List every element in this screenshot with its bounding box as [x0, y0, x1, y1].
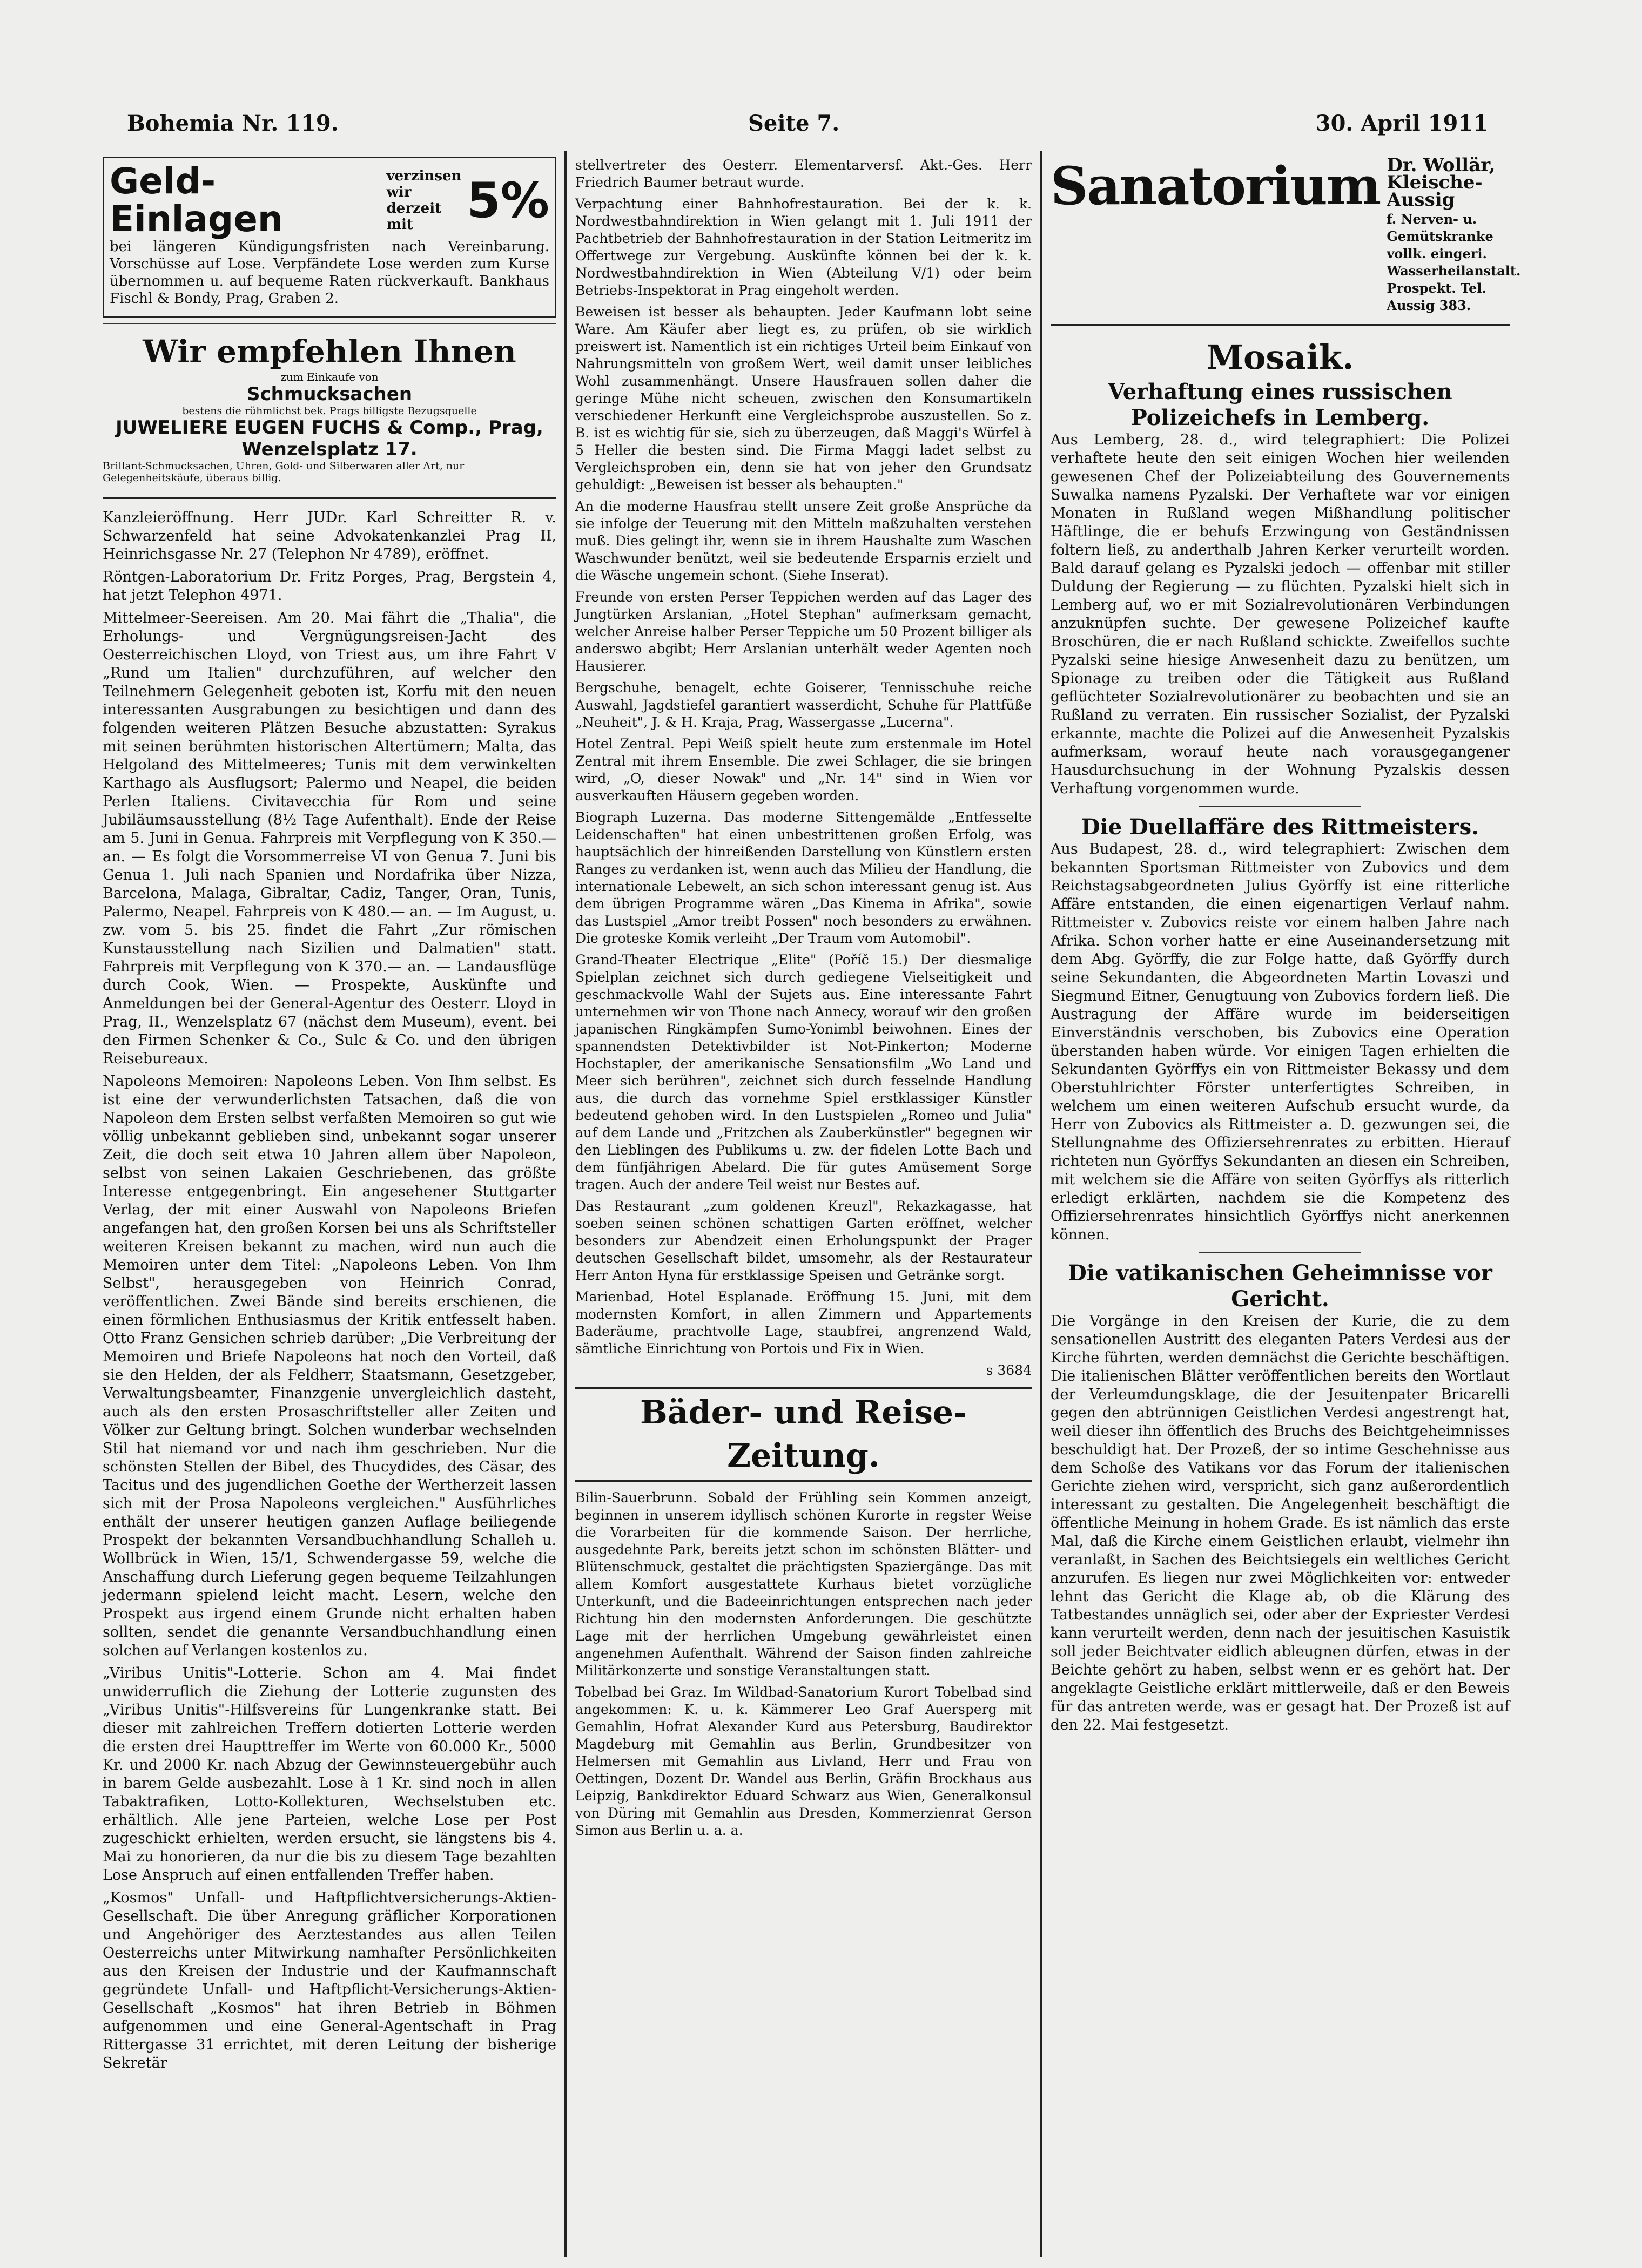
section-heading: Mosaik.: [1206, 338, 1354, 377]
notice-paragraph: Bergschuhe, benagelt, echte Goiserer, Tennisschuhe reiche Auswahl, Jagdstiefel garantiert wasserdicht, Schuhe für Plattfüße „Neuheit", J. & H. Kraja, Prag, Wassergasse „Lucerna".: [575, 680, 1032, 730]
travel-paragraph: Tobelbad bei Graz. Im Wildbad-Sanatorium Kurort Tobelbad sind angekommen: K. u. k. Kämmerer Leo Graf Auersperg mit Gemahlin, Hofrat Alexander Kurd aus Petersburg, Baudirektor Magdeburg mit Gemahlin aus Berlin, Grundbesitzer von Helmersen mit Gemahlin aus Livland, Herr und Frau von Oettingen, Dozent Dr. Wandel aus Berlin, Gräfin Brockhaus aus Leipzig, Bankdirektor Eduard Schwarz aus Wien, Generalkonsul von Düring mit Gemahlin aus Dresden, Kommerzienrat Gerson Simon aus Berlin u. a. a.: [575, 1684, 1032, 1838]
notice-paragraph: Röntgen-Laboratorium Dr. Fritz Porges, Prag, Bergstein 4, hat jetzt Telephon 4971.: [103, 569, 556, 604]
page-header: [127, 111, 1488, 143]
notice-paragraph: Freunde von ersten Perser Teppichen werden auf das Lager des Jungtürken Arslanian, „Hotel Stephan" aufmerksam gemacht, welcher Anreise halber Perser Teppiche um 50 Prozent billiger als anderswo abgibt; Herr Arslanian unterhält weder Agenten noch Hausierer.: [575, 589, 1032, 674]
divider: [103, 497, 556, 499]
divider: [1199, 806, 1361, 807]
ad-sanatorium: [1051, 154, 1521, 314]
article-headline: Die vatikanischen Geheimnisse vor Gericht.: [1068, 1260, 1492, 1312]
article-body: Die Vorgänge in den Kreisen der Kurie, die zu dem sensationellen Austritt des eleganten Paters Verdesi aus der Kirche führten, werden demnächst die Gerichte beschäftigen. Die italienischen Blätter veröffentlichen bereits den Wortlaut der Verleumdungsklage, die der Jesuitenpater Bricarelli gegen den abtrünnigen Geistlichen Verdesi angestrengt hat, weil dieser ihn öffentlich des Bruchs des Beichtgeheimnisses beschuldigt hat. Der Prozeß, der so intime Geschehnisse aus dem Schoße des Vatikans vor das Forum der italienischen Gerichte ziehen wird, verspricht, sich ganz außerordentlich interessant zu gestalten. Die Angelegenheit beschäftigt die öffentliche Meinung in hohem Grade. Es ist nämlich das erste Mal, daß die Kirche einem Geistlichen erlaubt, vielmehr ihn veranlaßt, in Sachen des Beichtsiegels ein weltliches Gericht anzurufen. Es liegen nur zwei Möglichkeiten vor: entweder lehnt das Gericht die Klage ab, ob die Klärung des Tatbestandes unnäglich sei, oder aber der Expriester Verdesi kann verurteilt werden, denn nach der jesuitischen Kasuistik soll jeder Beichtvater eidlich ableugnen dürfen, etwas in der Beichte gehört zu haben, selbst wenn er es gehört hat. Der angeklagte Geistliche erklärt mittlerweile, daß er den Beweis für das antreten werde, was er gesagt hat. Der Prozeß ist auf den 22. Mai festgesetzt.: [1051, 1313, 1510, 1733]
ad-title: Wir empfehlen Ihnen: [143, 333, 516, 370]
ad-line: Prospekt. Tel. Aussig 383.: [1387, 280, 1486, 313]
article-body: Aus Lemberg, 28. d., wird telegraphiert: Die Polizei verhaftete heute den seit einigen Wochen hier weilenden gewesenen Chef der Polizeiabteilung des Gouvernements Suwalka namens Pyzalski. Der Verhaftete war vor einigen Monaten in Rußland wegen Mißhandlung politischer Häftlinge, die er behufs Erzwingung von Geständnissen foltern ließ, zu anderthalb Jahren Kerker verurteilt worden. Bald darauf gelang es Pyzalski jedoch — offenbar mit stiller Duldung der Regierung — zu flüchten. Pyzalski hielt sich in Lemberg auf, wo er mit Sozialrevolutionären Verbindungen anzuknüpfen suchte. Der gewesene Polizeichef kaufte Broschüren, die er nach Rußland schickte. Zweifellos suchte Pyzalski seine hiesige Anwesenheit dazu zu benützen, um Spionage zu treiben oder die Tätigkeit aus Rußland geflüchteter Sozialrevolutionärer zu beobachten und sie an Rußland zu verraten. Ein russischer Sozialist, der Pyzalski erkannte, machte die Polizei auf die Anwesenheit Pyzalskis aufmerksam, worauf heute nach vorausgegangener Hausdurchsuchung in der Wohnung Pyzalskis dessen Verhaftung vorgenommen wurde.: [1051, 431, 1510, 797]
article-headline: Die Duellaffäre des Rittmeisters.: [1081, 814, 1479, 840]
article-body: Aus Budapest, 28. d., wird telegraphiert: Zwischen dem bekannten Sportsman Rittmeister von Zubovics und dem Reichstagsabgeordneten Julius Györffy ist eine ritterliche Affäre entstanden, die einen eigenartigen Verlauf nahm. Rittmeister v. Zubovics reiste vor einem halben Jahre nach Afrika. Schon vorher hatte er eine Auseinandersetzung mit dem Abg. Györffy, die zur Folge hatte, daß Györffy durch seine Sekundanten, die Abgeordneten Martin Lovaszi und Siegmund Eitner, Genugtuung von Zubovics fordern ließ. Die Austragung der Affäre wurde im beiderseitigen Einverständnis verschoben, bis Zubovics eine Operation überstanden haben würde. Vor einigen Tagen erhielten die Sekundanten Györffys ein von Rittmeister Bekassy und dem Oberstuhlrichter Förster unterfertigtes Schreiben, in welchem um einen weiteren Aufschub ersucht wurde, da Herr von Zubovics als Rittmeister a. D. gezwungen sei, die Stellungnahme des Offiziersehrenrates zu erbitten. Hierauf richteten nun Györffys Sekundanten an diesen ein Schreiben, mit welchem sie die Affäre von seiten Györffys als ritterlich erledigt erklärten, nachdem sie die Kompetenz des Offiziersehrenrates hinsichtlich Györffys nicht anerkennen können.: [1051, 841, 1510, 1243]
issue-date: 30. April 1911: [1315, 111, 1488, 136]
ad-subtitle: zum Einkaufe von: [280, 370, 379, 383]
ad-details: Brillant-Schmucksachen, Uhren, Gold- und Silberwaren aller Art, nur Gelegenheitskäufe, überaus billig.: [103, 460, 465, 484]
divider: [1199, 1252, 1361, 1253]
notice-paragraph: Kanzleieröffnung. Herr JUDr. Karl Schreitter R. v. Schwarzenfeld hat seine Advokatenkanzlei Prag II, Heinrichsgasse Nr. 27 (Telephon Nr 4789), eröffnet.: [103, 509, 556, 563]
notice-paragraph: Verpachtung einer Bahnhofrestauration. Bei der k. k. Nordwestbahndirektion in Wien gelangt mit 1. Juli 1911 der Pachtbetrieb der Bahnhofrestauration in der Station Leitmeritz im Offertwege zur Vergebung. Auskünfte können bei der k. k. Nordwestbahndirektion in Wien (Abteilung V/1) oder beim Betriebs-Inspektorat in Prag eingeholt werden.: [575, 196, 1032, 298]
article-headline: Verhaftung eines russischen Polizeichefs in Lemberg.: [1108, 379, 1452, 430]
notice-paragraph: Das Restaurant „zum goldenen Kreuzl", Rekazkagasse, hat soeben seinen schönen schattigen Garten eröffnet, welcher besonders zur Abendzeit einen Erholungspunkt der Prager deutschen Gesellschaft bildet, umsomehr, als der Restaurateur Herr Anton Hyna für erstklassige Speisen und Getränke sorgt.: [575, 1198, 1032, 1283]
page-number: Seite 7.: [748, 111, 840, 136]
ad-geld-einlagen: [103, 157, 556, 318]
issue-number: Bohemia Nr. 119.: [127, 111, 339, 136]
column-rule: [564, 151, 567, 2257]
notice-paragraph: Beweisen ist besser als behaupten. Jeder Kaufmann lobt seine Ware. Am Käufer aber liegt es, zu prüfen, ob sie wirklich preiswert ist. Namentlich ist ein richtiges Urteil beim Einkauf von Nahrungsmitteln von großem Wert, weil damit unser leibliches Wohl zusammenhängt. Unsere Hausfrauen sollen daher die geringe Mühe nicht scheuen, zwischen den Konsumartikeln verschiedener Herkunft eine Vergleichsprobe auszustellen. So z. B. ist es wichtig für sie, sich zu überzeugen, daß Maggi's Würfel à 5 Heller die besten sind. Die Firma Maggi ladet selbst zu Vergleichsproben ein, denn sie hat von jeher den Grundsatz gehuldigt: „Beweisen ist besser als behaupten.": [575, 304, 1032, 492]
ad-percent: 5%: [467, 172, 549, 229]
section-heading: Bäder- und Reise-Zeitung.: [575, 1387, 1032, 1482]
ad-rate-text: verzinsen wir derzeit mit: [386, 168, 462, 233]
notice-paragraph: Biograph Luzerna. Das moderne Sittengemälde „Entfesselte Leidenschaften" hat einen unbestrittenen großen Erfolg, was hauptsächlich der hinreißenden Darstellung von Künstlern ersten Ranges zu verdanken ist, wenn auch das Milieu der Handlung, die internationale Lebewelt, an sich schon interessant genug ist. Aus dem übrigen Programme wären „Das Kinema in Afrika", sowie das Lustspiel „Amor treibt Possen" noch besonders zu erwähnen. Die groteske Komik verleiht „Der Traum vom Automobil".: [575, 809, 1032, 946]
column-right: [1051, 154, 1521, 1739]
notice-paragraph: Napoleons Memoiren: Napoleons Leben. Von Ihm selbst. Es ist eine der verwunderlichsten Tatsachen, daß die von Napoleon dem Ersten selbst verfaßten Memoiren so gut wie völlig unbekannt geblieben sind, unbekannt sogar unserer Zeit, die doch seit etwa 10 Jahren allem über Napoleon, selbst von seinen Lakaien Geschriebenen, das größte Interesse entgegenbringt. Ein angesehener Stuttgarter Verlag, der mit einer Auswahl von Napoleons Briefen angefangen hat, den großen Korsen bei uns als Schriftsteller weiteren Kreisen bekannt zu machen, wird nun auch die Memoiren unter dem Titel: „Napoleons Leben. Von Ihm Selbst", herausgegeben von Heinrich Conrad, veröffentlichen. Zwei Bände sind bereits erschienen, die einen förmlichen Enthusiasmus der Kritik entfesselt haben. Otto Franz Gensichen schrieb darüber: „Die Verbreitung der Memoiren und Briefe Napoleons hat noch den Vorteil, daß sie den Helden, der als Feldherr, Staatsmann, Gesetzgeber, Verwaltungsbeamter, Finanzgenie unvergleichlich dasteht, auch als den ersten Prosaschriftsteller aller Zeiten und Völker zur Geltung bringt. Solchen wunderbar wechselnden Stil hat niemand vor und nach ihm geschrieben. Nur die schönsten Stellen der Bibel, des Thucydides, des Cäsar, des Tacitus und des jugendlichen Goethe der Wertherzeit lassen sich mit der Prosa Napoleons vergleichen." Ausführliches enthält der unserer heutigen ganzen Auflage beiliegende Prospekt der bekannten Versandbuchhandlung Schalleh u. Wollbrück in Wien, 15/1, Schwendergasse 59, welche die Anschaffung durch Lieferung gegen bequeme Teilzahlungen jedermann spielend leicht macht. Lesern, welche den Prospekt aus irgend einem Grunde nicht erhalten haben sollten, sendet die genannte Versandbuchhandlung einen solchen auf Verlangen kostenlos zu.: [103, 1073, 556, 1659]
ad-product: Schmucksachen: [246, 383, 413, 405]
ad-line: vollk. eingeri. Wasserheilanstalt.: [1387, 246, 1521, 279]
notice-paragraph: Marienbad, Hotel Esplanade. Eröffnung 15. Juni, mit dem modernsten Komfort, in allen Zimmern und Appartements Baderäume, prachtvolle Lage, staubfrei, angrenzend Wald, sämtliche Einrichtung von Portois und Fix in Wien.: [575, 1289, 1032, 1356]
ad-body: bei längeren Kündigungsfristen nach Vereinbarung. Vorschüsse auf Lose. Verpfändete Lose werden zum Kurse übernommen u. auf bequeme Raten rückverkauft. Bankhaus Fischl & Bondy, Prag, Graben 2.: [110, 239, 549, 307]
notice-paragraph: stellvertreter des Oesterr. Elementarversf. Akt.-Ges. Herr Friedrich Baumer betraut wurde.: [575, 157, 1032, 190]
ad-title: Sanatorium: [1051, 156, 1381, 217]
notice-paragraph: „Kosmos" Unfall- und Haftpflichtversicherungs-Aktien-Gesellschaft. Die über Anregung gräflicher Korporationen und Angehöriger des Aerztestandes aus allen Teilen Oesterreichs unter Mitwirkung namhafter Persönlichkeiten aus den Kreisen der Industrie und der Kaufmannschaft gegründete Unfall- und Haftpflicht-Versicherungs-Aktien-Gesellschaft „Kosmos" hat ihren Betrieb in Böhmen aufgenommen und eine General-Agentschaft in Prag Rittergasse 31 errichtet, mit deren Leitung der bisherige Sekretär: [103, 1889, 556, 2071]
divider: [103, 323, 556, 324]
ad-title: Geld-Einlagen: [110, 160, 283, 240]
column-left: [103, 157, 556, 2077]
notice-paragraph: „Viribus Unitis"-Lotterie. Schon am 4. Mai findet unwiderruflich die Ziehung der Lotterie zugunsten des „Viribus Unitis"-Hilfsvereins für Lungenkranke statt. Bei dieser mit zahlreichen Treffern dotierten Lotterie werden die ersten drei Haupttreffer im Werte von 60.000 Kr., 5000 Kr. und 2000 Kr. nach Abzug der Gewinnsteuergebühr auch in barem Gelde ausbezahlt. Lose à 1 Kr. sind noch in allen Tabaktrafiken, Lotto-Kollekturen, Wechselstuben etc. erhältlich. Alle jene Parteien, welche Lose per Post zugeschickt erhielten, werden ersucht, sie längstens bis 4. Mai zu honorieren, da nur die bis zu diesem Tage bezahlten Lose Anspruch auf einen entfallenden Treffer haben.: [103, 1665, 556, 1884]
notices-list: [103, 509, 556, 2073]
column-rule: [1040, 151, 1042, 2257]
notice-paragraph: Grand-Theater Electrique „Elite" (Poříč 15.) Der diesmalige Spielplan zeichnet sich durch gediegene Vielseitigkeit und geschmackvolle Wahl der Sujets aus. Eine interessante Fahrt unternehmen wir von Thone nach Annecy, worauf wir den großen japanischen Ringkämpfen Sumo-Yonimbl beiwohnen. Eines der spannendsten Detektivbilder ist Not-Pinkerton; Moderne Hochstapler, der amerikanische Sensationsfilm „Wo Land und Meer sich berühren", zeichnet sich durch fesselnde Handlung aus, die durch das vornehme Spiel erstklassiger Künstler bedeutend gehoben wird. In den Lustspielen „Romeo und Julia" auf dem Lande und „Fritzchen als Zauberkünstler" begegnen wir den Lieblingen des Publikums u. zw. der fidelen Lotte Bach und dem fünfjährigen Abelard. Die für gutes Amüsement Sorge tragen. Auch der andere Teil weist nur Bestes auf.: [575, 952, 1032, 1192]
ad-owner: Dr. Wollär, Kleische-Aussig: [1387, 154, 1496, 211]
notice-paragraph: Hotel Zentral. Pepi Weiß spielt heute zum erstenmale im Hotel Zentral mit ihrem Ensemble. Die zwei Schlager, die sie bringen wird, „O, dieser Nowak" und „Nr. 14" sind in Wien vor ausverkauften Häusern gegeben worden.: [575, 736, 1032, 804]
notice-paragraph: An die moderne Hausfrau stellt unsere Zeit große Ansprüche da sie infolge der Teuerung mit den Mitteln maßzuhalten verstehen muß. Dies gelingt ihr, wenn sie in ihrem Haushalte zum Waschen Waschwunder benützt, weil sie bedeutende Ersparnis erzielt und die Wäsche ungemein schont. (Siehe Inserat).: [575, 498, 1032, 583]
travel-paragraph: Bilin-Sauerbrunn. Sobald der Frühling sein Kommen anzeigt, beginnen in unserem idyllisch schönen Kurorte in regster Weise die Vorarbeiten für die kommende Saison. Der herrliche, ausgedehnte Park, bereits jetzt schon im schönsten Blätter- und Blütenschmuck, gestaltet die prächtigsten Spaziergänge. Das mit allem Komfort ausgestattete Kurhaus bietet vorzügliche Unterkunft, und die Badeeinrichtungen entsprechen nach jeder Richtung hin den modernsten Anforderungen. Die geschützte Lage mit der herrlichen Umgebung gewährleistet einen angenehmen Aufenthalt. Während der Saison finden zahlreiche Militärkonzerte und sonstige Veranstaltungen statt.: [575, 1490, 1032, 1678]
divider: [1051, 324, 1510, 326]
ad-tagline: bestens die rühmlichst bek. Prags billigste Bezugsquelle: [182, 405, 477, 417]
ad-line: f. Nerven- u. Gemütskranke: [1387, 211, 1493, 244]
notice-paragraph: Mittelmeer-Seereisen. Am 20. Mai fährt die „Thalia", die Erholungs- und Vergnügungsreisen-Jacht des Oesterreichischen Lloyd, von Triest aus, um ihre Fahrt V „Rund um Italien" durchzuführen, auf welcher den Teilnehmern Gelegenheit geboten ist, Korfu mit den neuen interessanten Ausgrabungen zu besichtigen und dann des folgenden weiteren Plätzen Besuche abzustatten: Syrakus mit seinen berühmten historischen Altertümern; Malta, das Helgoland des Mittelmeeres; Tunis mit dem verwinkelten Karthago als Ausflugsort; Palermo und Neapel, die beiden Perlen Italiens. Civitavecchia für Rom und seine Jubiläumsausstellung (8½ Tage Aufenthalt). Ende der Reise am 5. Juni in Genua. Fahrpreis mit Verpflegung von K 350.— an. — Es folgt die Vorsommerreise VI von Genua 7. Juni bis Genua 1. Juli nach Spanien und Nordafrika über Nizza, Barcelona, Malaga, Gibraltar, Cadiz, Tanger, Oran, Tunis, Palermo, Neapel. Fahrpreis von K 480.— an. — Im August, u. zw. vom 5. bis 25. findet die Fahrt „Zur römischen Kunstausstellung nach Sizilien und Dalmatien" statt. Fahrpreis mit Verpflegung von K 370.— an. — Landausflüge durch Cook, Wien. — Prospekte, Auskünfte und Anmeldungen bei der General-Agentur des Oesterr. Lloyd in Prag, II., Wenzelsplatz 67 (nächst dem Museum), event. bei den Firmen Schenker & Co., Sulc & Co. und den übrigen Reisebureaux.: [103, 610, 556, 1067]
column-middle: [575, 157, 1032, 1844]
ad-company: JUWELIERE EUGEN FUCHS & Comp., Prag, Wenzelsplatz 17.: [116, 417, 543, 460]
ad-schmucksachen: [103, 329, 556, 487]
ad-code: s 3684: [986, 1362, 1032, 1378]
